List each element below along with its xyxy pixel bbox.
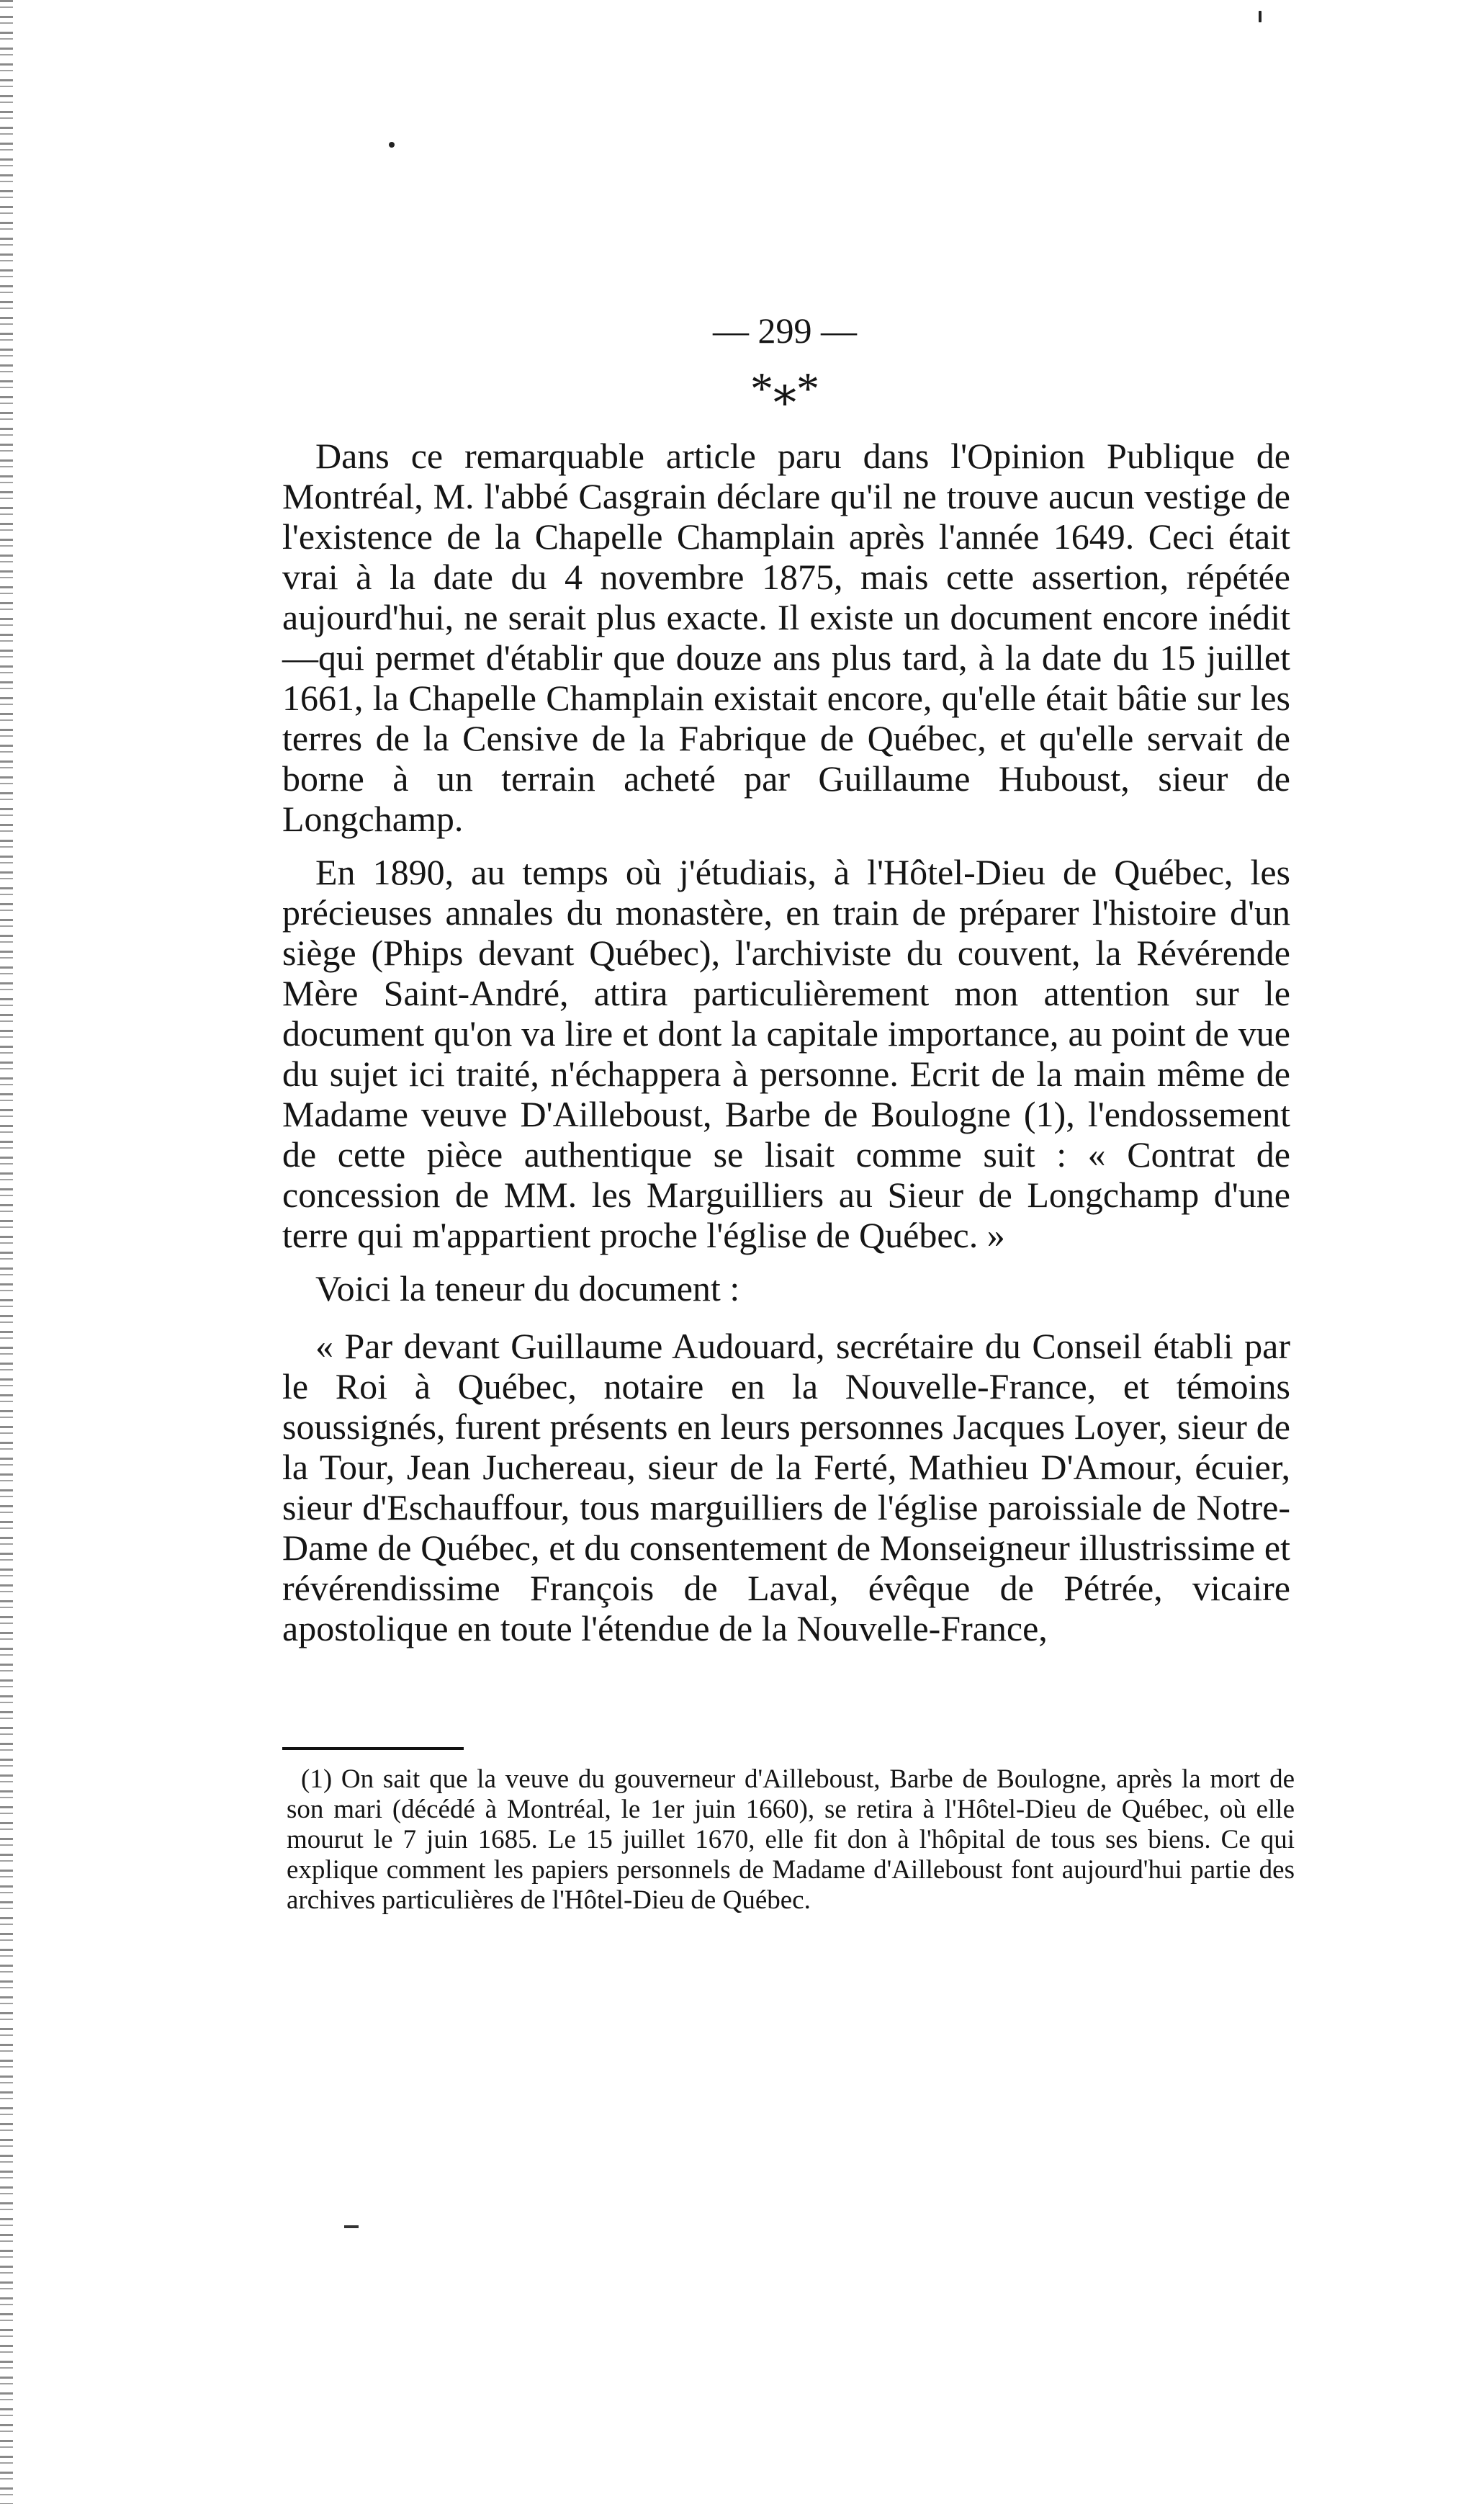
scan-edge-artifact (0, 0, 13, 2504)
main-text (282, 436, 1290, 1661)
ink-mark (344, 2225, 359, 2228)
ink-speck (389, 142, 395, 148)
paragraph-document-quote: « Par devant Guillaume Audouard, secrétaire du Conseil établi par le Roi à Québec, notaire en la Nouvelle-France, et témoins soussignés, furent présents en leurs personnes Jacques Loyer, sieur de la Tour, Jean Juchereau, sieur de la Ferté, Mathieu D'Amour, écuier, sieur d'Eschauffour, tous marguilliers de l'église paroissiale de Notre-Dame de Québec, et du consentement de Monseigneur illustrissime et révérendissime François de Laval, évêque de Pétrée, vicaire apostolique en toute l'étendue de la Nouvelle-France, (282, 1326, 1290, 1648)
paragraph-document-intro: Voici la teneur du document : (315, 1268, 740, 1309)
section-asterism: *⁎* (750, 363, 819, 414)
paragraph-intro: Dans ce remarquable article paru dans l'Opinion Publique de Montréal, M. l'abbé Casgrain déclare qu'il ne trouve aucun vestige de l'existence de la Chapelle Champlain après l'année 1649. Ceci était vrai à la date du 4 novembre 1875, mais cette assertion, répétée aujourd'hui, ne serait plus exacte. Il existe un document encore inédit—qui permet d'établir que douze ans plus tard, à la date du 15 juillet 1661, la Chapelle Champlain existait encore, qu'elle était bâtie sur les terres de la Censive de la Fabrique de Québec, et qu'elle servait de borne à un terrain acheté par Guillaume Huboust, sieur de Longchamp. (282, 436, 1290, 839)
footnote-separator (282, 1747, 464, 1750)
ink-speck (1259, 11, 1262, 22)
paragraph-1890: En 1890, au temps où j'étudiais, à l'Hôtel-Dieu de Québec, les précieuses annales du monastère, en train de préparer l'histoire d'un siège (Phips devant Québec), l'archiviste du couvent, la Révérende Mère Saint-André, attira particulièrement mon attention sur le document qu'on va lire et dont la capitale importance, au point de vue du sujet ici traité, n'échappera à personne. Ecrit de la main même de Madame veuve D'Ailleboust, Barbe de Boulogne (1), l'endossement de cette pièce authentique se lisait comme suit : « Contrat de concession de MM. les Marguilliers au Sieur de Longchamp d'une terre qui m'appartient proche l'église de Québec. » (282, 852, 1290, 1255)
footnote-1: (1) On sait que la veuve du gouverneur d'Ailleboust, Barbe de Boulogne, après la mort de son mari (décédé à Montréal, le 1er juin 1660), se retira à l'Hôtel-Dieu de Québec, où elle mourut le 7 juin 1685. Le 15 juillet 1670, elle fit don à l'hôpital de tous ses biens. Ce qui explique comment les papiers personnels de Madame d'Ailleboust font aujourd'hui partie des archives particulières de l'Hôtel-Dieu de Québec. (287, 1764, 1295, 1915)
page-number: — 299 — (713, 310, 857, 351)
